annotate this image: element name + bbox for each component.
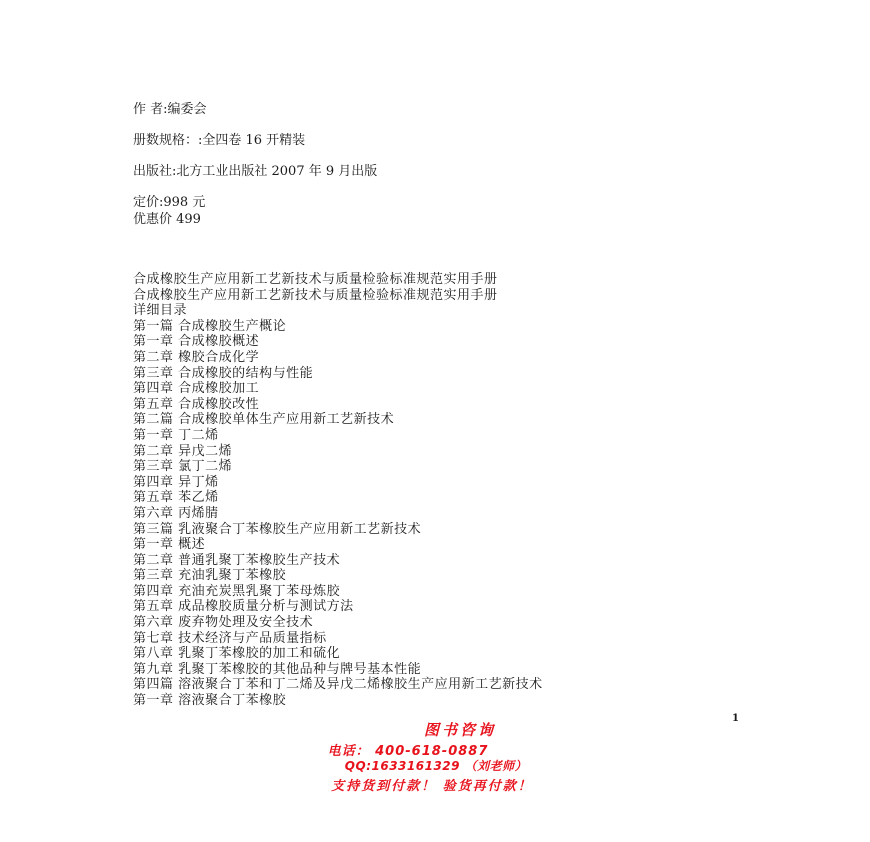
promo-payment-note: 支持货到付款！ 验货再付款！ xyxy=(331,779,533,794)
toc-line: 第四章 异丁烯 xyxy=(133,474,219,490)
toc-line: 第一章 概述 xyxy=(133,537,206,553)
toc-line: 第一章 丁二烯 xyxy=(133,427,219,443)
promo-title: 图书咨询 xyxy=(423,721,496,739)
toc-line: 第七章 技术经济与产品质量指标 xyxy=(133,630,327,646)
toc-line: 第二章 异戊二烯 xyxy=(133,443,233,459)
price-line: 定价:998 元 xyxy=(133,195,206,210)
toc-line: 第五章 合成橡胶改性 xyxy=(133,396,260,412)
toc-heading: 详细目录 xyxy=(133,303,188,319)
promo-qq: QQ:1633161329 （刘老师） xyxy=(344,759,528,773)
toc-line: 第三篇 乳液聚合丁苯橡胶生产应用新工艺新技术 xyxy=(133,521,422,537)
toc-line: 第六章 废弃物处理及安全技术 xyxy=(133,615,314,631)
toc-line: 第四章 充油充炭黑乳聚丁苯母炼胶 xyxy=(133,583,341,599)
toc-line: 第二章 橡胶合成化学 xyxy=(133,349,260,365)
toc-line: 第四章 合成橡胶加工 xyxy=(133,381,260,397)
promo-phone: 电话： 400-618-0887 xyxy=(327,744,489,759)
page-number: 1 xyxy=(732,713,739,724)
toc-line: 第二篇 合成橡胶单体生产应用新工艺新技术 xyxy=(133,412,395,428)
toc-line: 第四篇 溶液聚合丁苯和丁二烯及异戊二烯橡胶生产应用新工艺新技术 xyxy=(133,677,543,693)
toc-line: 第二章 普通乳聚丁苯橡胶生产技术 xyxy=(133,552,341,568)
toc-line: 第五章 苯乙烯 xyxy=(133,490,219,506)
spec-line: 册数规格：:全四卷 16 开精装 xyxy=(133,133,306,148)
toc-line: 第一章 合成橡胶概述 xyxy=(133,334,260,350)
toc-line: 合成橡胶生产应用新工艺新技术与质量检验标准规范实用手册 xyxy=(133,287,498,303)
toc-line: 第六章 丙烯腈 xyxy=(133,505,219,521)
author-line: 作 者:编委会 xyxy=(133,102,207,117)
toc-line: 第三章 合成橡胶的结构与性能 xyxy=(133,365,314,381)
toc-line: 第八章 乳聚丁苯橡胶的加工和硫化 xyxy=(133,646,341,662)
toc-line: 第五章 成品橡胶质量分析与测试方法 xyxy=(133,599,354,615)
toc-line: 第一章 溶液聚合丁苯橡胶 xyxy=(133,693,287,709)
toc-line: 第三章 氯丁二烯 xyxy=(133,459,233,475)
book-meta xyxy=(133,101,377,228)
publisher-line: 出版社:北方工业出版社 2007 年 9 月出版 xyxy=(133,164,378,179)
toc-line: 合成橡胶生产应用新工艺新技术与质量检验标准规范实用手册 xyxy=(133,272,498,287)
discount-price-line: 优惠价 499 xyxy=(133,212,201,227)
toc-line: 第九章 乳聚丁苯橡胶的其他品种与牌号基本性能 xyxy=(133,661,422,677)
toc-line: 第三章 充油乳聚丁苯橡胶 xyxy=(133,568,287,584)
table-of-contents xyxy=(133,272,543,709)
toc-line: 第一篇 合成橡胶生产概论 xyxy=(133,318,287,334)
